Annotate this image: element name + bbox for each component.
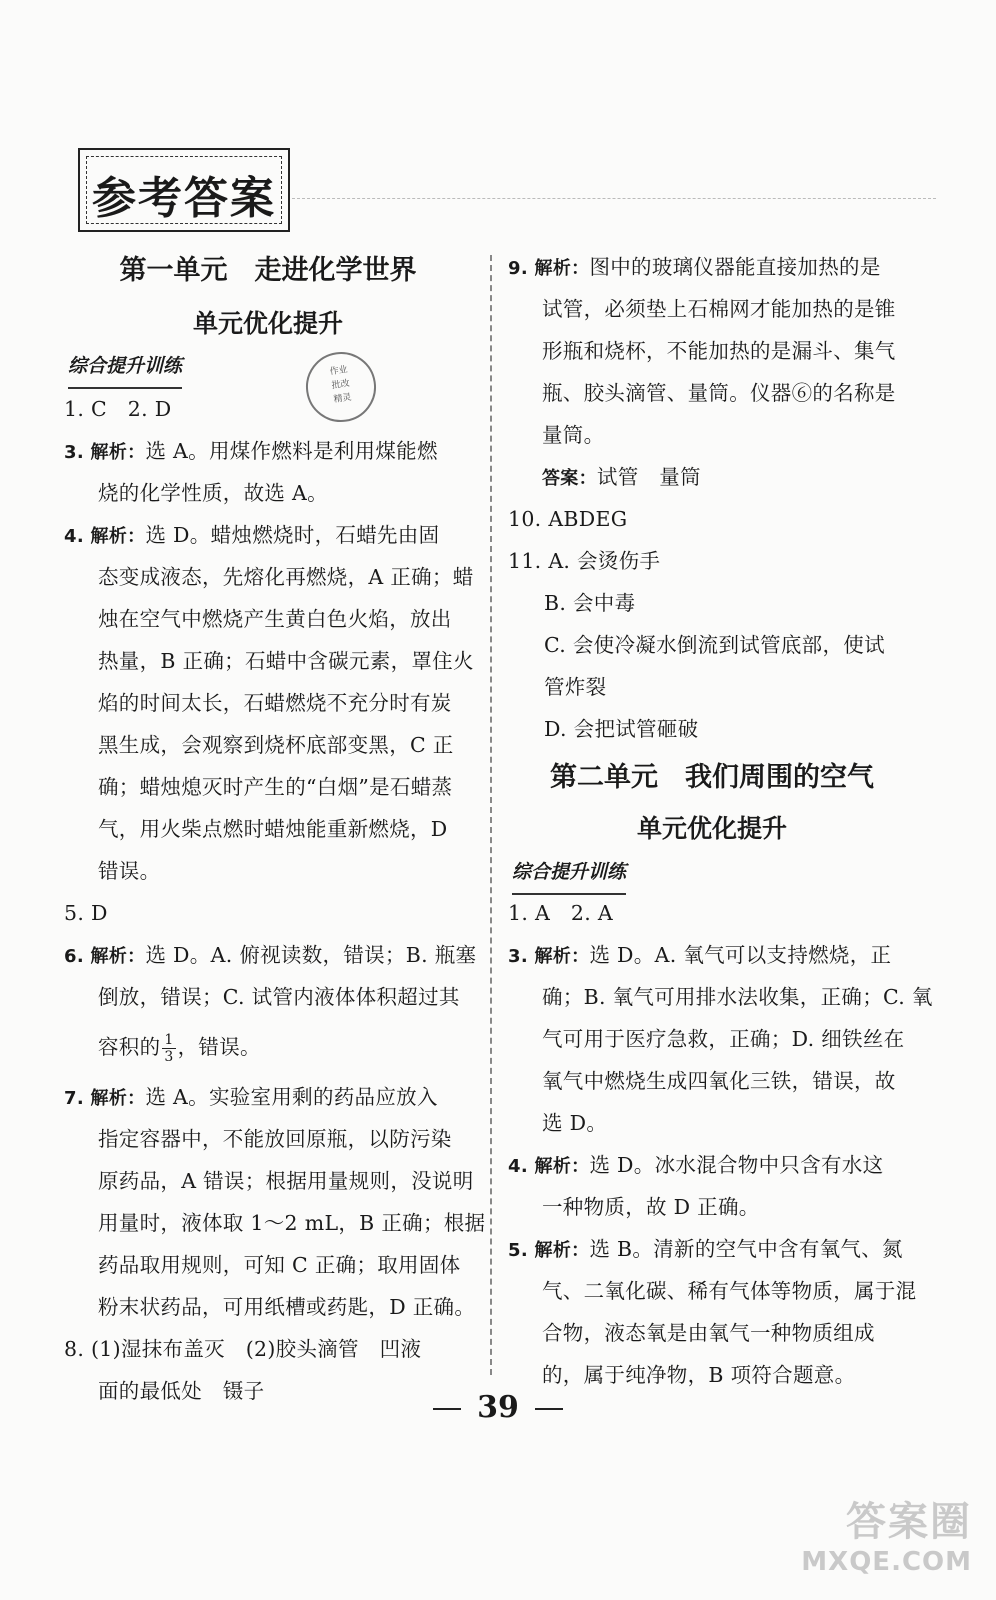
answer-line: 10. ABDEG (508, 507, 628, 531)
column-divider (490, 255, 492, 1375)
answer-line: 11. A. 会烫伤手 (508, 549, 661, 573)
answer-line: 的，属于纯净物，B 项符合题意。 (542, 1363, 856, 1387)
answer-line: 气、二氧化碳、稀有气体等物质，属于混 (542, 1279, 917, 1303)
header-rule (292, 198, 936, 199)
answer-line: 管炸裂 (544, 675, 607, 699)
answer-line: C. 会使冷凝水倒流到试管底部，使试 (544, 633, 885, 657)
answer-line: 烧的化学性质，故选 A。 (98, 481, 328, 505)
unit-title-1: 第一单元 走进化学世界 (119, 255, 417, 286)
answer-line: 气可用于医疗急救，正确；D. 细铁丝在 (542, 1027, 905, 1051)
section-label-2: 综合提升训练 (512, 852, 626, 895)
answer-line: 3. 解析：选 D。A. 氧气可以支持燃烧，正 (508, 943, 892, 967)
answer-line: 药品取用规则，可知 C 正确；取用固体 (98, 1253, 461, 1277)
sub-title-2: 单元优化提升 (636, 814, 787, 843)
answer-line: 一种物质，故 D 正确。 (542, 1195, 760, 1219)
answer-line: 合物，液态氧是由氧气一种物质组成 (542, 1321, 875, 1345)
answer-line: 氧气中燃烧生成四氧化三铁，错误，故 (542, 1069, 896, 1093)
answer-line: 6. 解析：选 D。A. 俯视读数，错误；B. 瓶塞 (64, 943, 477, 967)
answer-line: 黑生成，会观察到烧杯底部变黑，C 正 (98, 733, 454, 757)
fraction: $\frac{1}{3}$ (164, 1032, 174, 1065)
answer-title-box (78, 148, 290, 232)
answer-line: 选 D。 (542, 1111, 608, 1135)
page-title: 参考答案 (92, 173, 276, 224)
answer-line: 5. D (64, 901, 108, 925)
site-watermark: 答案圈 MXQE.COM (801, 1499, 972, 1577)
answer-line: 错误。 (98, 859, 161, 883)
answer-line: 瓶、胶头滴管、量筒。仪器⑥的名称是 (542, 381, 896, 405)
answer-line: 热量，B 正确；石蜡中含碳元素，罩住火 (98, 649, 474, 673)
answer-line: 倒放，错误；C. 试管内液体体积超过其 (98, 985, 460, 1009)
answer-line: 3. 解析：选 A。用煤作燃料是利用煤能燃 (64, 439, 438, 463)
answer-line: B. 会中毒 (544, 591, 636, 615)
right-column (508, 246, 933, 1396)
answer-line: 4. 解析：选 D。蜡烛燃烧时，石蜡先由固 (64, 523, 440, 547)
answer-line: 量筒。 (542, 423, 605, 447)
answer-line: 面的最低处 镊子 (98, 1379, 265, 1403)
answer-line: 答案：试管 量筒 (542, 465, 701, 489)
answer-line: 确；B. 氧气可用排水法收集，正确；C. 氧 (542, 985, 933, 1009)
answer-line: 试管，必须垫上石棉网才能加热的是锥 (542, 297, 896, 321)
answer-line: 态变成液态，先熔化再燃烧，A 正确；蜡 (98, 565, 474, 589)
unit-title-2: 第二单元 我们周围的空气 (550, 762, 874, 793)
answer-line: 8. (1)湿抹布盖灭 (2)胶头滴管 凹液 (64, 1337, 422, 1361)
correction-stamp: 作业 批改 精灵 (301, 347, 380, 426)
answer-line: D. 会把试管砸破 (544, 717, 699, 741)
answer-line: 焰的时间太长，石蜡燃烧不充分时有炭 (98, 691, 452, 715)
left-column (64, 240, 486, 1412)
answer-line: 粉末状药品，可用纸槽或药匙，D 正确。 (98, 1295, 476, 1319)
answer-line: 气，用火柴点燃时蜡烛能重新燃烧，D (98, 817, 448, 841)
answer-line: 指定容器中，不能放回原瓶，以防污染 (98, 1127, 452, 1151)
answer-line: 形瓶和烧杯，不能加热的是漏斗、集气 (542, 339, 896, 363)
section-label-1: 综合提升训练 (68, 346, 182, 389)
answer-line: 用量时，液体取 1～2 mL，B 正确；根据 (98, 1211, 486, 1235)
answer-line: 确；蜡烛熄灭时产生的“白烟”是石蜡蒸 (98, 775, 453, 799)
answer-line: 1. C 2. D (64, 397, 172, 421)
answer-line: 烛在空气中燃烧产生黄白色火焰，放出 (98, 607, 452, 631)
answer-line: 原药品，A 错误；根据用量规则，没说明 (98, 1169, 474, 1193)
answer-line: 容积的 $\frac{1}{3}$ ，错误。 (98, 1032, 261, 1065)
sub-title-1: 单元优化提升 (192, 309, 343, 338)
page-number: 39 (0, 1390, 996, 1425)
answer-line: 4. 解析：选 D。冰水混合物中只含有水这 (508, 1153, 884, 1177)
answer-line: 5. 解析：选 B。清新的空气中含有氧气、氮 (508, 1237, 903, 1261)
section-label-row-2 (508, 852, 916, 892)
section-label-row-1 (64, 346, 472, 388)
answer-line: 1. A 2. A (508, 901, 613, 925)
answer-line: 7. 解析：选 A。实验室用剩的药品应放入 (64, 1085, 438, 1109)
answer-line: 9. 解析：图中的玻璃仪器能直接加热的是 (508, 255, 881, 279)
